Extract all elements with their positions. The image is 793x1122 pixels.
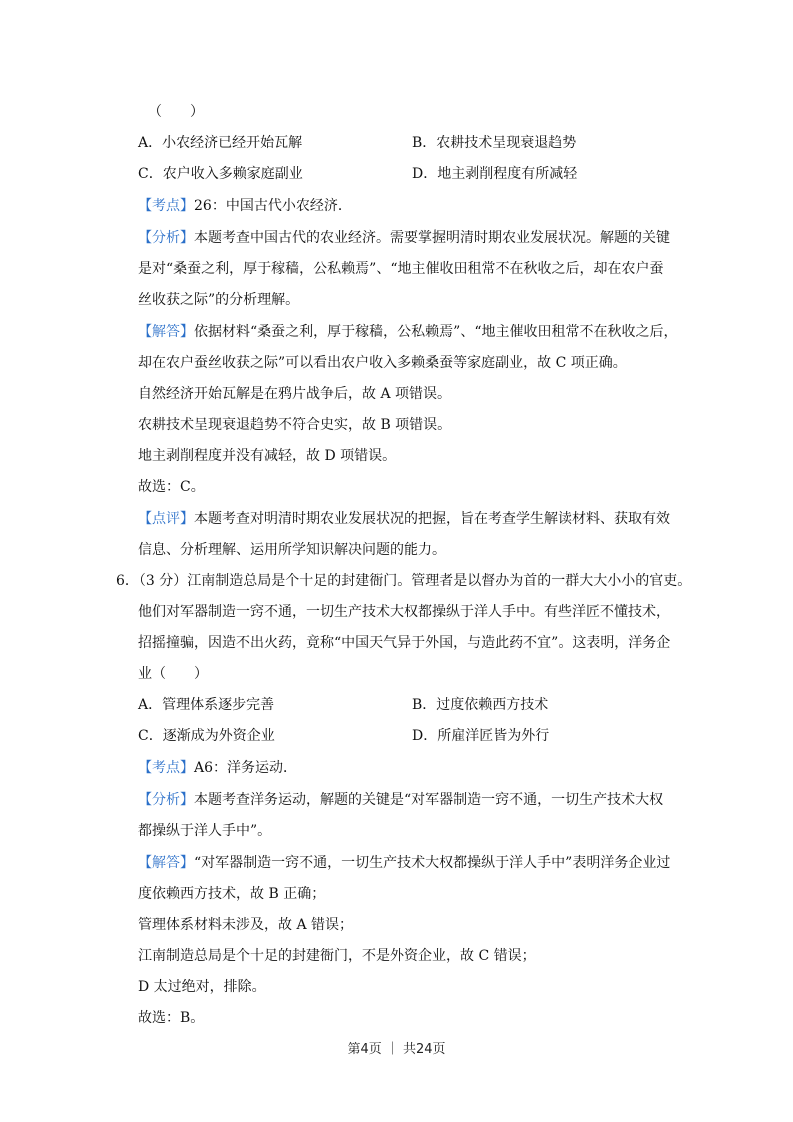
fenxi-text: 本题考查中国古代的农业经济。需要掌握明清时期农业发展状况。解题的关键 <box>194 230 670 246</box>
q6-jieda-line5: D 太过绝对，排除。 <box>138 979 266 995</box>
jieda-text: “对军器制造一窍不通，一切生产技术大权都操纵于洋人手中”表明洋务企业过 <box>194 855 671 871</box>
q6-stem-line2: 他们对军器制造一窍不通，一切生产技术大权都操纵于洋人手中。有些洋匠不懂技术， <box>138 604 670 620</box>
q5-fenxi-line2: 是对“桑蚕之利，厚于稼穑，公私赖焉”、“地主催收田租常不在秋收之后，却在农户蚕 <box>138 261 664 277</box>
q6-stem-line3: 招摇撞骗，因造不出火药，竟称“中国天气异于外国，与造此药不宜”。这表明，洋务企 <box>138 635 671 651</box>
q5-answer: 故选：C。 <box>138 479 205 495</box>
q6-stem-text: （3 分）江南制造总局是个十足的封建衙门。管理者是以督办为首的一群大大小小的官吏。 <box>138 573 692 589</box>
q6-fenxi-line2: 都操纵于洋人手中”。 <box>138 823 272 839</box>
q6-jieda-line4: 江南制造总局是个十足的封建衙门，不是外资企业，故 C 错误； <box>138 948 536 964</box>
q5-fenxi-line1 <box>138 228 670 248</box>
q5-dianping-line1 <box>138 509 670 529</box>
q6-jieda-line3: 管理体系材料未涉及，故 A 错误； <box>138 917 354 933</box>
q5-stem-tail: （ ） <box>148 104 204 120</box>
q6-stem-line4: 业（ ） <box>138 666 208 682</box>
q6-number: 6． <box>116 573 139 589</box>
q5-option-c: C．农户收入多赖家庭副业 <box>138 166 303 182</box>
q5-dianping-line2: 信息、分析理解、运用所学知识解决问题的能力。 <box>138 542 446 558</box>
jieda-text: 依据材料“桑蚕之利，厚于稼穑，公私赖焉”、“地主催收田租常不在秋收之后， <box>194 324 678 340</box>
q6-option-b: B．过度依赖西方技术 <box>412 697 549 713</box>
kaodian-text: 26：中国古代小农经济． <box>194 198 352 214</box>
q5-jieda-line2: 却在农户蚕丝收获之际”可以看出农户收入多赖桑蚕等家庭副业，故 C 项正确。 <box>138 355 627 371</box>
q6-stem-line1 <box>116 571 691 591</box>
q6-option-a: A．管理体系逐步完善 <box>138 697 275 713</box>
fenxi-tag: 【分析】 <box>138 230 194 246</box>
q6-answer: 故选：B。 <box>138 1010 205 1026</box>
q6-jieda-line1 <box>138 853 670 873</box>
q6-option-c: C．逐渐成为外资企业 <box>138 728 275 744</box>
q6-option-d: D．所雇洋匠皆为外行 <box>412 728 550 744</box>
kaodian-tag: 【考点】 <box>138 198 194 214</box>
kaodian-tag: 【考点】 <box>138 760 194 776</box>
q5-option-b: B．农耕技术呈现衰退趋势 <box>412 135 577 151</box>
q5-fenxi-line3: 丝收获之际”的分析理解。 <box>138 292 300 308</box>
dianping-text: 本题考查对明清时期农业发展状况的把握，旨在考查学生解读材料、获取有效 <box>194 511 670 527</box>
fenxi-tag: 【分析】 <box>138 792 194 808</box>
q5-jieda-line3: 自然经济开始瓦解是在鸦片战争后，故 A 项错误。 <box>138 386 452 402</box>
q5-jieda-line5: 地主剥削程度并没有减轻，故 D 项错误。 <box>138 448 397 464</box>
q6-jieda-line2: 度依赖西方技术，故 B 正确； <box>138 886 326 902</box>
q5-jieda-line1 <box>138 322 677 342</box>
page-footer: 第4页 ｜ 共24页 <box>347 1042 446 1057</box>
q5-option-d: D．地主剥削程度有所减轻 <box>412 166 578 182</box>
q6-kaodian <box>138 758 297 778</box>
q5-jieda-line4: 农耕技术呈现衰退趋势不符合史实，故 B 项错误。 <box>138 417 452 433</box>
dianping-tag: 【点评】 <box>138 511 194 527</box>
fenxi-text: 本题考查洋务运动，解题的关键是“对军器制造一窍不通，一切生产技术大权 <box>194 792 664 808</box>
q6-fenxi-line1 <box>138 790 663 810</box>
jieda-tag: 【解答】 <box>138 855 194 871</box>
q5-kaodian <box>138 196 352 216</box>
kaodian-text: A6：洋务运动． <box>194 760 298 776</box>
jieda-tag: 【解答】 <box>138 324 194 340</box>
q5-option-a: A．小农经济已经开始瓦解 <box>138 135 303 151</box>
